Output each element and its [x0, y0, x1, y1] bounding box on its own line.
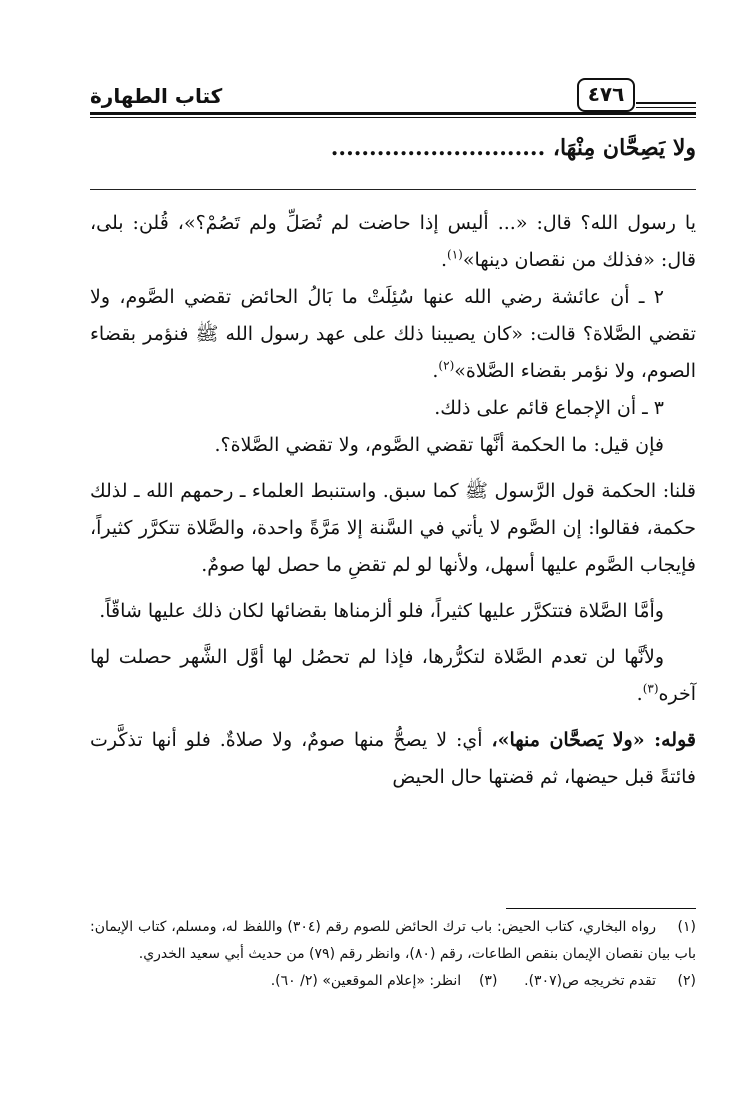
paragraph-7	[90, 639, 696, 713]
paragraph-text: أي: لا يصحُّ منها صومٌ، ولا صلاةٌ. فلو أنها تذكَّرت فائتةً قبل حيضها، ثم قضتها حال الحيض	[90, 729, 696, 788]
page-number: ٤٧٦	[577, 78, 635, 112]
page-header	[90, 78, 696, 118]
footnote-text: تقدم تخريجه ص(٣٠٧).	[524, 973, 656, 989]
paragraph-8	[90, 722, 696, 796]
paragraph-end: .	[636, 683, 643, 705]
header-ornament-line	[636, 102, 696, 104]
header-ornament-line	[636, 107, 696, 108]
footnote-text: رواه البخاري، كتاب الحيض: باب ترك الحائض للصوم رقم (٣٠٤) واللفظ له، ومسلم، كتاب الإيمان: باب بيان نقصان الإيمان بنقص الطاعات، رقم (٨٠)، وانظر رقم (٧٩) من حديث أبي سعيد الخدري.	[90, 919, 696, 962]
paragraph-text: يا رسول الله؟ قال: «... أليس إذا حاضت لم تُصَلِّ ولم تَصُمْ؟»، قُلن: بلى، قال: «فذلك من نقصان دينها»	[90, 212, 696, 271]
paragraph-1	[90, 205, 696, 279]
footnote-ref: (٣)	[642, 681, 659, 696]
running-title: كتاب الطهارة	[90, 84, 223, 108]
footnote-2-3	[90, 968, 696, 995]
paragraph-5: قلنا: الحكمة قول الرَّسول ﷺ كما سبق. واستنبط العلماء ـ رحمهم الله ـ لذلك حكمة، فقالوا: إن الصَّوم لا يأتي في السَّنة إلا مَرَّةً واحدة، والصَّلاة تتكرَّر كثيراً، فإيجاب الصَّوم عليها أسهل، ولأنها لو لم تقضِ ما حصل لها صومٌ.	[90, 480, 696, 576]
footnote-number: (٢)	[677, 973, 696, 989]
footnote-text: انظر: «إعلام الموقعين» (٢/ ٦٠).	[270, 973, 462, 989]
paragraph-4: فإن قيل: ما الحكمة أنَّها تقضي الصَّوم، ولا تقضي الصَّلاة؟.	[214, 434, 664, 456]
paragraph-end: .	[432, 360, 439, 382]
footnote-rule	[506, 908, 696, 909]
paragraph-6: وأمَّا الصَّلاة فتتكرَّر عليها كثيراً، فلو ألزمناها بقضائها لكان ذلك عليها شاقّاً.	[99, 600, 664, 622]
footnotes	[90, 914, 696, 995]
footnote-ref: (١)	[447, 247, 463, 262]
paragraph-3: ٣ ـ أن الإجماع قائم على ذلك.	[434, 397, 664, 419]
header-rule	[90, 112, 696, 115]
quoted-phrase: قوله: «ولا يَصحَّان منها»،	[491, 729, 696, 751]
header-rule	[90, 117, 696, 118]
paragraph-2	[90, 279, 696, 390]
footnote-1	[90, 914, 696, 968]
matn-separator	[90, 189, 696, 190]
paragraph-end: .	[440, 249, 448, 271]
footnote-ref: (٢)	[438, 358, 455, 373]
footnote-number: (١)	[677, 919, 696, 935]
matn-line: ولا يَصِحَّان مِنْهَا، ............................	[330, 135, 696, 161]
paragraph-text: ولأنَّها لن تعدم الصَّلاة لتكرُّرها، فإذا لم تحصُل لها أوَّل الشَّهر حصلت لها آخره	[90, 646, 696, 705]
commentary-body	[90, 205, 696, 796]
footnote-number: (٣)	[478, 973, 498, 989]
paragraph-text: ٢ ـ أن عائشة رضي الله عنها سُئِلَتْ ما بَالُ الحائض تقضي الصَّوم، ولا تقضي الصَّلاة؟ قالت: «كان يصيبنا ذلك على عهد رسول الله ﷺ فنؤمر بقضاء الصوم، ولا نؤمر بقضاء الصَّلاة»	[90, 286, 696, 382]
